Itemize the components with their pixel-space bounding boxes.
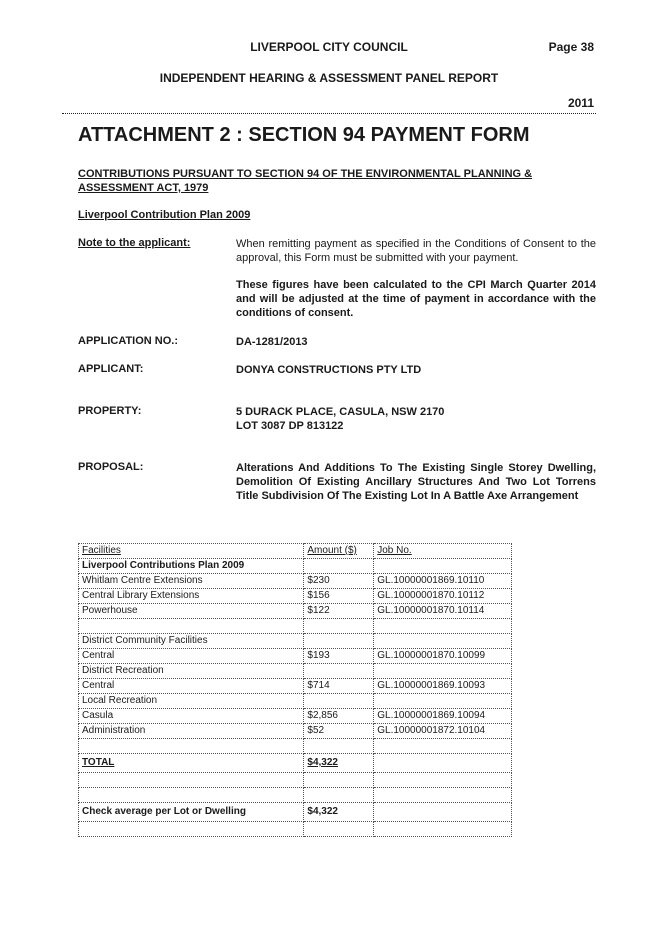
table-row [79, 559, 512, 574]
empty-cell [374, 694, 512, 709]
header-page-number: Page 38 [548, 40, 594, 54]
empty-cell [374, 559, 512, 574]
group-heading-cell: District Community Facilities [79, 634, 304, 649]
empty-cell [304, 739, 374, 754]
note-text-2: These figures have been calculated to the CPI March Quarter 2014 and will be adjusted at the time of payment in accordance with the conditions of consent. [236, 279, 596, 319]
page-title: ATTACHMENT 2 : SECTION 94 PAYMENT FORM [78, 124, 530, 146]
empty-cell [374, 773, 512, 788]
applicant-label: APPLICANT: [78, 363, 144, 375]
empty-cell [304, 619, 374, 634]
group-heading-cell: Local Recreation [79, 694, 304, 709]
job-cell: GL.10000001869.10094 [374, 709, 512, 724]
applicant-value: DONYA CONSTRUCTIONS PTY LTD [236, 364, 422, 376]
table-row [79, 604, 512, 619]
table-row [79, 589, 512, 604]
facility-cell: Powerhouse [79, 604, 304, 619]
amount-cell: $52 [304, 724, 374, 739]
check-average-amount: $4,322 [304, 803, 374, 822]
note-label: Note to the applicant: [78, 237, 191, 249]
table-row [79, 694, 512, 709]
table-row-spacer [79, 739, 512, 754]
header-amount: Amount ($) [304, 544, 374, 559]
proposal-label: PROPOSAL: [78, 461, 144, 473]
property-line-1: 5 DURACK PLACE, CASULA, NSW 2170 [236, 406, 445, 418]
facility-cell: Central Library Extensions [79, 589, 304, 604]
empty-cell [374, 803, 512, 822]
job-cell: GL.10000001872.10104 [374, 724, 512, 739]
facility-cell: Whitlam Centre Extensions [79, 574, 304, 589]
table-header-row [79, 544, 512, 559]
empty-cell [304, 664, 374, 679]
proposal-value: Alterations And Additions To The Existing Single Storey Dwelling, Demolition Of Existing Ancillary Structures And Two Lot Torrens Title Subdivision Of The Existing Lot In A Battle Axe Arrangement [236, 462, 596, 502]
total-amount: $4,322 [304, 754, 374, 773]
table-row [79, 664, 512, 679]
table-row [79, 574, 512, 589]
header-report-title: INDEPENDENT HEARING & ASSESSMENT PANEL REPORT [159, 71, 499, 85]
empty-cell [304, 773, 374, 788]
job-cell: GL.10000001870.10099 [374, 649, 512, 664]
empty-cell [374, 754, 512, 773]
empty-cell [374, 739, 512, 754]
facility-cell: Administration [79, 724, 304, 739]
facility-cell: Central [79, 649, 304, 664]
empty-cell [304, 634, 374, 649]
note-text-1: When remitting payment as specified in the Conditions of Consent to the approval, this Form must be submitted with your payment. [236, 238, 596, 264]
group-heading-cell: District Recreation [79, 664, 304, 679]
application-value: DA-1281/2013 [236, 336, 308, 348]
header-job-no: Job No. [374, 544, 512, 559]
empty-cell [374, 619, 512, 634]
facility-cell: Casula [79, 709, 304, 724]
amount-cell: $122 [304, 604, 374, 619]
empty-cell [304, 822, 374, 837]
empty-cell [374, 788, 512, 803]
total-row [79, 754, 512, 773]
contributions-table [78, 543, 512, 837]
plan-heading-cell: Liverpool Contributions Plan 2009 [79, 559, 304, 574]
table-row-spacer [79, 822, 512, 837]
plan-name: Liverpool Contribution Plan 2009 [78, 209, 251, 221]
table-row [79, 709, 512, 724]
table-row [79, 649, 512, 664]
table-row [79, 724, 512, 739]
empty-cell [304, 694, 374, 709]
table-row [79, 679, 512, 694]
header-facilities: Facilities [79, 544, 304, 559]
amount-cell: $2,856 [304, 709, 374, 724]
empty-cell [374, 664, 512, 679]
check-average-row [79, 803, 512, 822]
page-subtitle: CONTRIBUTIONS PURSUANT TO SECTION 94 OF THE ENVIRONMENTAL PLANNING & ASSESSMENT ACT, 1979 [78, 168, 533, 194]
application-label: APPLICATION NO.: [78, 335, 179, 347]
amount-cell: $156 [304, 589, 374, 604]
facility-cell: Central [79, 679, 304, 694]
empty-cell [79, 822, 304, 837]
job-cell: GL.10000001870.10112 [374, 589, 512, 604]
header-council: LIVERPOOL CITY COUNCIL [250, 40, 408, 54]
empty-cell [79, 739, 304, 754]
empty-cell [374, 634, 512, 649]
property-line-2: LOT 3087 DP 813122 [236, 420, 344, 432]
property-label: PROPERTY: [78, 405, 142, 417]
empty-cell [304, 788, 374, 803]
table-row [79, 634, 512, 649]
job-cell: GL.10000001869.10110 [374, 574, 512, 589]
check-average-label: Check average per Lot or Dwelling [79, 803, 304, 822]
total-label: TOTAL [79, 754, 304, 773]
job-cell: GL.10000001869.10093 [374, 679, 512, 694]
amount-cell: $230 [304, 574, 374, 589]
job-cell: GL.10000001870.10114 [374, 604, 512, 619]
empty-cell [304, 559, 374, 574]
amount-cell: $714 [304, 679, 374, 694]
table-row-spacer [79, 619, 512, 634]
empty-cell [79, 619, 304, 634]
header-year: 2011 [567, 96, 594, 110]
empty-cell [79, 788, 304, 803]
amount-cell: $193 [304, 649, 374, 664]
header-divider [62, 113, 596, 114]
table-row-spacer [79, 773, 512, 788]
table-row-spacer [79, 788, 512, 803]
empty-cell [374, 822, 512, 837]
empty-cell [79, 773, 304, 788]
